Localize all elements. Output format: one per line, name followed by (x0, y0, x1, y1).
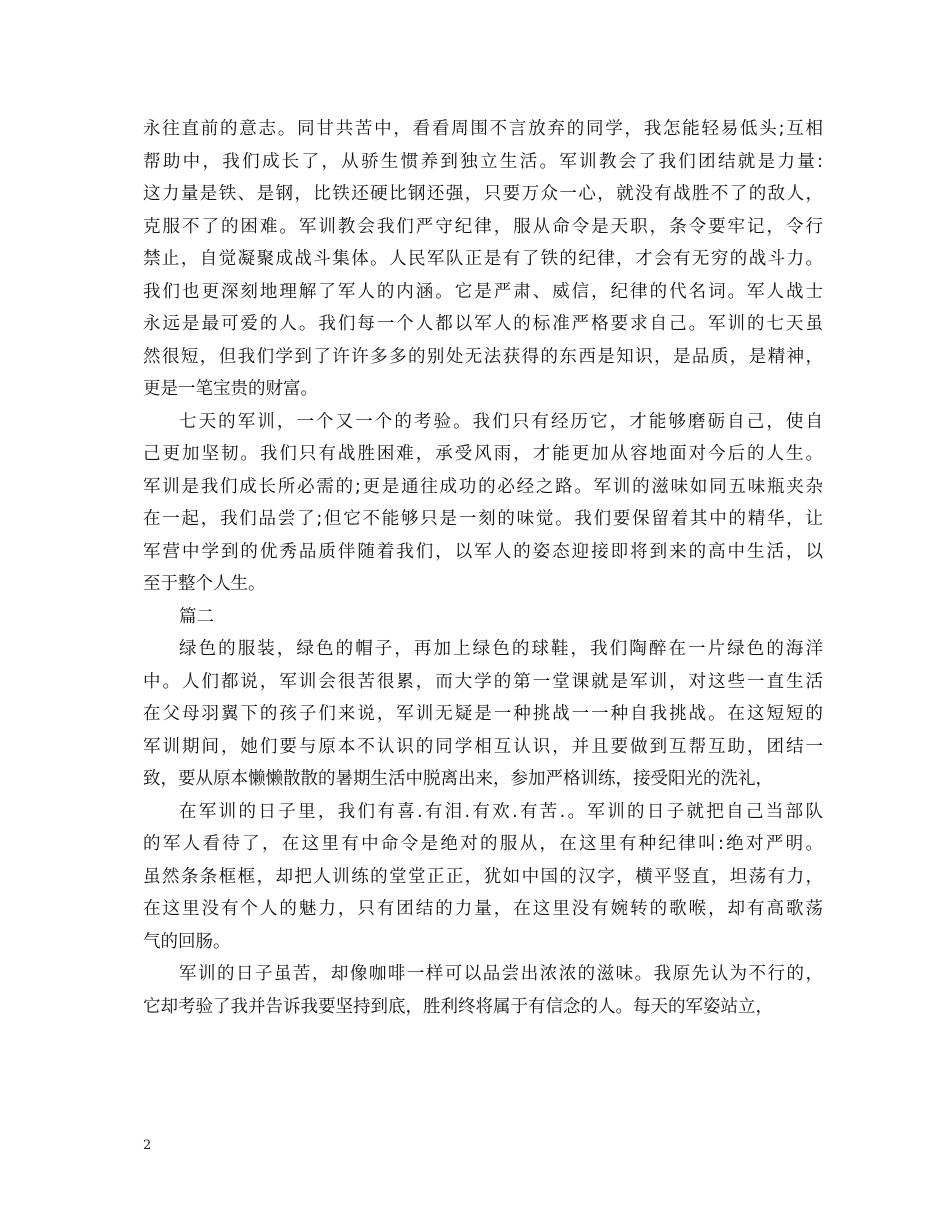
text-line: 这力量是铁、是钢，比铁还硬比钢还强，只要万众一心，就没有战胜不了的敌人， (143, 184, 823, 204)
text-line: 更是一笔宝贵的财富。 (143, 379, 318, 399)
text-line: 在父母羽翼下的孩子们来说，军训无疑是一种挑战一一种自我挑战。在这短短的 (143, 704, 823, 724)
document-body (143, 113, 823, 1023)
text-line: 致，要从原本懒懒散散的暑期生活中脱离出来，参加严格训练，接受阳光的洗礼， (143, 769, 773, 789)
text-line: 七天的军训，一个又一个的考验。我们只有经历它，才能够磨砺自己，使自 (179, 411, 823, 432)
text-line: 军训的日子虽苦，却像咖啡一样可以品尝出浓浓的滋味。我原先认为不行的， (179, 964, 823, 984)
page-number: 2 (143, 1138, 152, 1153)
text-line: 帮助中，我们成长了，从骄生惯养到独立生活。军训教会了我们团结就是力量: (143, 151, 823, 172)
text-line: 的军人看待了，在这里有中命令是绝对的服从，在这里有种纪律叫:绝对严明。 (143, 834, 823, 854)
text-line: 军营中学到的优秀品质伴随着我们，以军人的姿态迎接即将到来的高中生活，以 (143, 541, 823, 562)
text-line: 气的回肠。 (143, 931, 231, 952)
text-line: 在军训的日子里，我们有喜.有泪.有欢.有苦.。军训的日子就把自己当部队 (179, 801, 823, 822)
paragraph (143, 113, 823, 406)
text-line: 至于整个人生。 (143, 574, 266, 594)
heading-text: 篇二 (179, 606, 214, 627)
paragraph (143, 958, 823, 1023)
text-line: 己更加坚韧。我们只有战胜困难，承受风雨，才能更加从容地面对今后的人生。 (143, 444, 823, 464)
text-line: 禁止，自觉凝聚成战斗集体。人民军队正是有了铁的纪律，才会有无穷的战斗力。 (143, 249, 823, 269)
text-line: 绿色的服装，绿色的帽子，再加上绿色的球鞋，我们陶醉在一片绿色的海洋 (179, 639, 823, 659)
section-heading (143, 601, 823, 634)
text-line: 军训是我们成长所必需的;更是通往成功的必经之路。军训的滋味如同五味瓶夹杂 (143, 476, 823, 497)
paragraph (143, 796, 823, 959)
text-line: 克服不了的困难。军训教会我们严守纪律，服从命令是天职，条令要牢记，令行 (143, 216, 823, 237)
text-line: 虽然条条框框，却把人训练的堂堂正正，犹如中国的汉字，横平竖直，坦荡有力， (143, 866, 823, 887)
text-line: 我们也更深刻地理解了军人的内涵。它是严肃、威信，纪律的代名词。军人战士 (143, 281, 823, 302)
text-line: 它却考验了我并告诉我要坚持到底，胜利终将属于有信念的人。每天的军姿站立， (143, 996, 773, 1017)
text-line: 中。人们都说，军训会很苦很累，而大学的第一堂课就是军训，对这些一直生活 (143, 671, 823, 692)
paragraph (143, 633, 823, 796)
text-line: 军训期间，她们要与原本不认识的同学相互认识，并且要做到互帮互助，团结一 (143, 736, 823, 757)
text-line: 在这里没有个人的魅力，只有团结的力量，在这里没有婉转的歌喉，却有高歌荡 (143, 899, 823, 919)
text-line: 然很短，但我们学到了许许多多的别处无法获得的东西是知识，是品质，是精神， (143, 346, 823, 367)
paragraph (143, 406, 823, 601)
text-line: 永往直前的意志。同甘共苦中，看看周围不言放弃的同学，我怎能轻易低头;互相 (143, 119, 823, 139)
text-line: 永远是最可爱的人。我们每一个人都以军人的标准严格要求自己。军训的七天虽 (143, 314, 823, 334)
text-line: 在一起，我们品尝了;但它不能够只是一刻的味觉。我们要保留着其中的精华，让 (143, 509, 823, 529)
